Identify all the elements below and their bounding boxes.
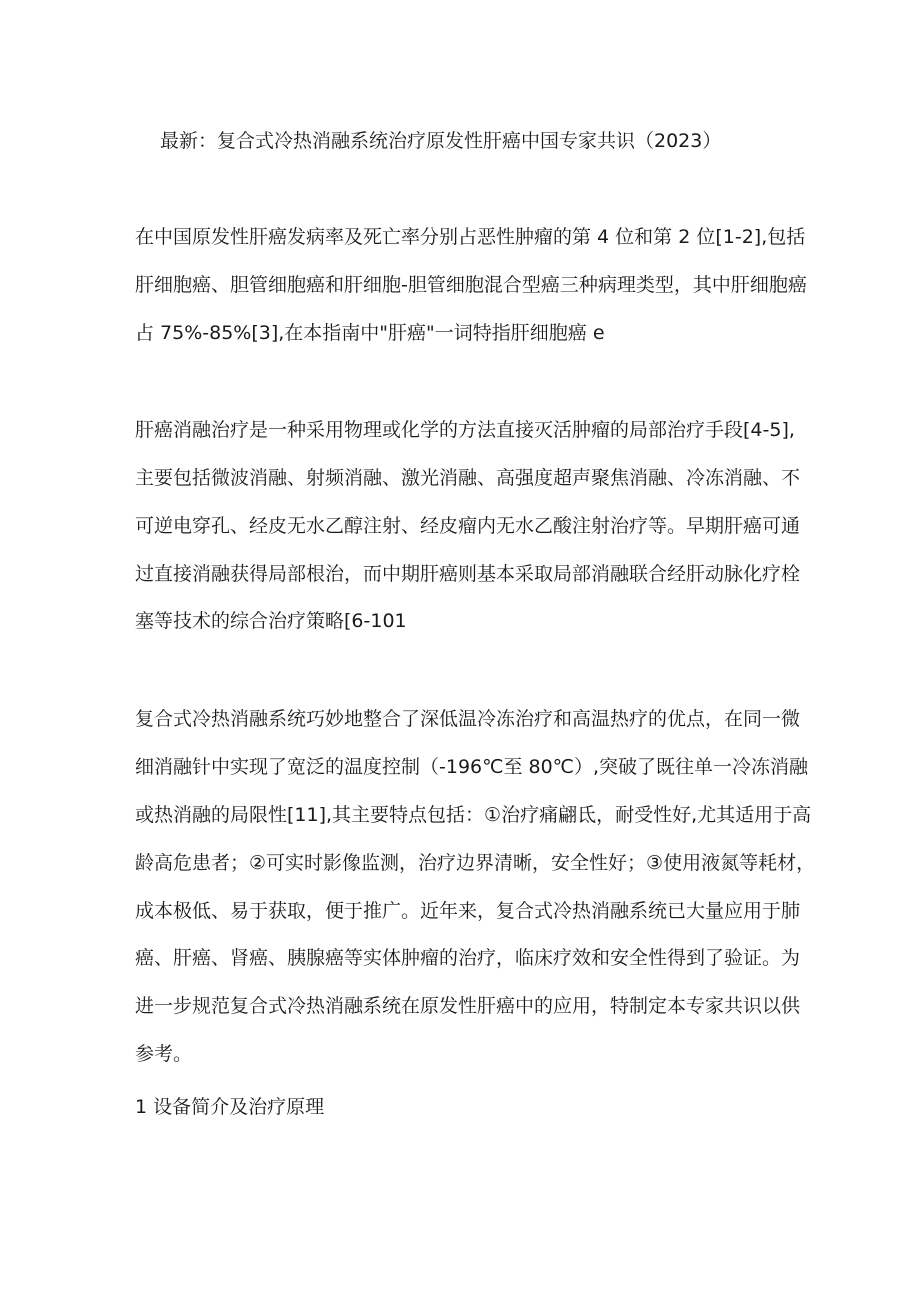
paragraph-2-line: 过直接消融获得局部根治，而中期肝癌则基本采取局部消融联合经肝动脉化疗栓	[135, 563, 801, 585]
paragraph-3-line: 成本极低、易于获取，便于推广。近年来，复合式冷热消融系统已大量应用于肺	[135, 900, 801, 922]
paragraph-2-line: 塞等技术的综合治疗策略[6-101	[135, 610, 407, 632]
paragraph-3-line: 癌、肝癌、肾癌、胰腺癌等实体肿瘤的治疗，临床疗效和安全性得到了验证。为	[135, 947, 801, 969]
paragraph-3-line: 龄高危患者；②可实时影像监测，治疗边界清晰，安全性好；③使用液氮等耗材，	[135, 852, 816, 874]
section-heading: 1 设备简介及治疗原理	[135, 1096, 325, 1118]
paragraph-1-line: 占 75%-85%[3],在本指南中"肝癌"一词特指肝细胞癌 e	[135, 322, 605, 344]
paragraph-2-line: 肝癌消融治疗是一种采用物理或化学的方法直接灭活肿瘤的局部治疗手段[4-5],	[135, 419, 795, 441]
paragraph-2-line: 主要包括微波消融、射频消融、激光消融、高强度超声聚焦消融、冷冻消融、不	[135, 467, 801, 489]
document-title: 最新：复合式冷热消融系统治疗原发性肝癌中国专家共识（2023）	[160, 130, 722, 152]
paragraph-2-line: 可逆电穿孔、经皮无水乙醇注射、经皮瘤内无水乙酸注射治疗等。早期肝癌可通	[135, 515, 801, 537]
paragraph-3-line: 参考。	[135, 1043, 193, 1065]
paragraph-3-line: 复合式冷热消融系统巧妙地整合了深低温冷冻治疗和高温热疗的优点，在同一微	[135, 708, 801, 730]
paragraph-1-line: 肝细胞癌、胆管细胞癌和肝细胞-胆管细胞混合型癌三种病理类型，其中肝细胞癌	[135, 274, 807, 296]
paragraph-1-line: 在中国原发性肝癌发病率及死亡率分别占恶性肿瘤的第 4 位和第 2 位[1-2],包括	[135, 226, 806, 248]
paragraph-3-line: 进一步规范复合式冷热消融系统在原发性肝癌中的应用，特制定本专家共识以供	[135, 995, 801, 1017]
paragraph-3-line: 细消融针中实现了宽泛的温度控制（-196℃至 80℃）,突破了既往单一冷冻消融	[135, 756, 809, 778]
paragraph-3-line: 或热消融的局限性[11],其主要特点包括：①治疗痛翩氐，耐受性好,尤其适用于高	[135, 804, 812, 826]
